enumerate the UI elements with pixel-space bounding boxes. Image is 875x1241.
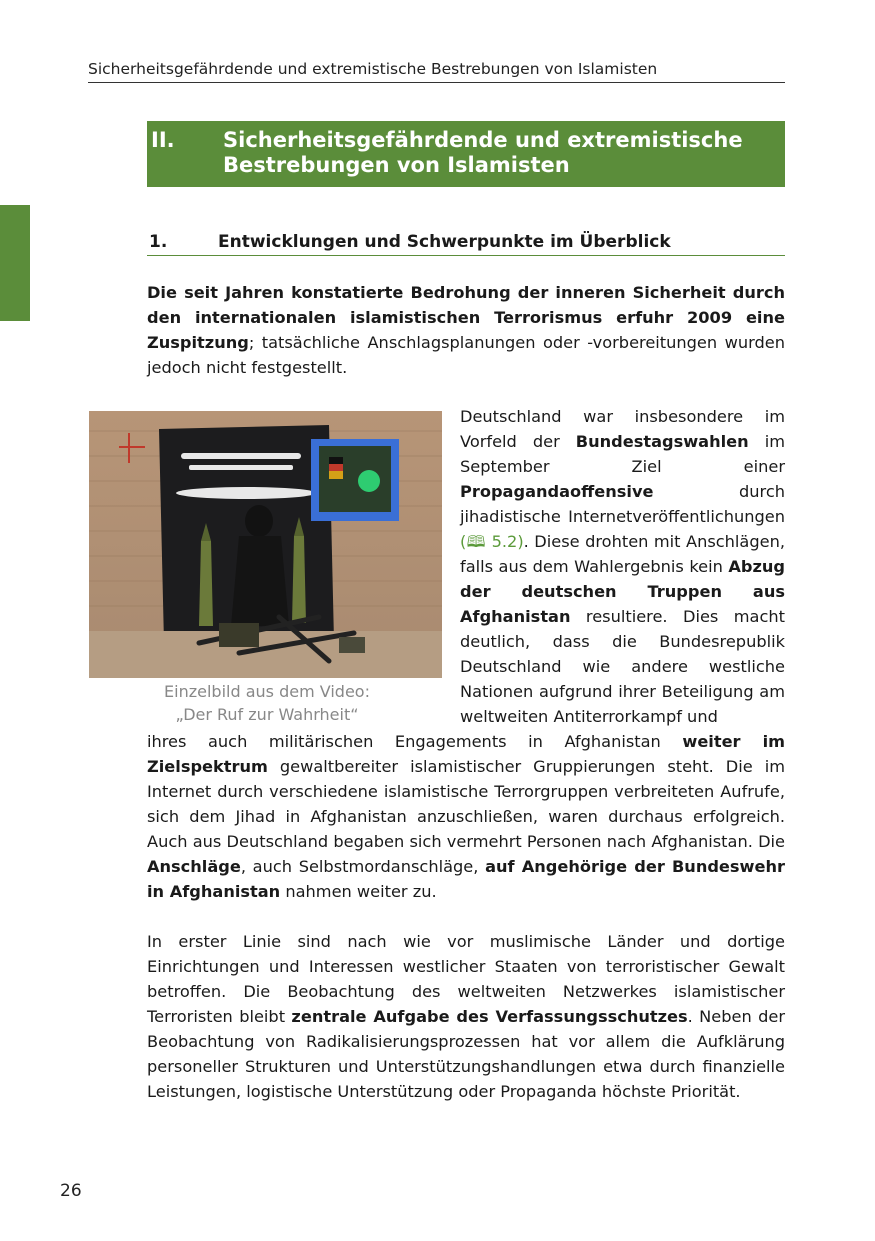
running-header — [88, 58, 785, 83]
para2-text-2: . Neben der Beobachtung von Radikalisierungsprozessen hat vor allem die Aufklärung personeller Strukturen und Unterstützungshandlungen etwa durch finanzielle Leistungen, logistische Unterstützung oder Propaganda höchste Priorität. — [147, 1007, 785, 1101]
para2-bold-1: zentrale Aufgabe des Verfassungsschutzes — [291, 1007, 688, 1026]
intro-paragraph — [147, 280, 785, 380]
chapter-title-line2: Bestrebungen von Islamisten — [223, 153, 570, 177]
continuation-paragraph — [147, 729, 785, 904]
chapter-side-tab — [0, 205, 30, 321]
side-bold-1: Bundestagswahlen — [575, 432, 749, 451]
section-heading — [147, 231, 785, 256]
intro-bold-text: Die seit Jahren konstatierte Bedrohung der inneren Sicherheit durch den internationalen islamistischen Terrorismus erfuhr 2009 eine Zuspitzung — [147, 283, 785, 352]
page-number: 26 — [60, 1181, 82, 1201]
cont-text-4: nahmen weiter zu. — [280, 882, 437, 901]
running-header-title: Sicherheitsgefährdende und extremistische Bestrebungen von Islamisten — [88, 60, 658, 78]
side-text-4: . Diese drohten mit Anschlägen, falls aus dem Wahlergebnis kein — [460, 532, 785, 576]
cont-bold-3: auf Angehörige der Bundeswehr in Afghanistan — [147, 857, 785, 901]
figure-caption — [140, 680, 394, 726]
cont-text-3: , auch Selbstmordanschläge, — [240, 857, 486, 876]
side-bold-2: Propagandaoffensive — [460, 482, 654, 501]
figure-caption-line2: „Der Ruf zur Wahrheit“ — [175, 705, 359, 724]
section-title: Entwicklungen und Schwerpunkte im Überblick — [218, 232, 671, 252]
section-number: 1. — [149, 232, 168, 252]
cross-reference-link[interactable]: (🕮 5.2) — [460, 532, 524, 551]
cont-bold-2: Anschläge — [147, 857, 241, 876]
para2-text-1: In erster Linie sind nach wie vor muslimische Länder und dortige Einrichtungen und Interessen westlicher Staaten von terroristischer Gewalt betroffen. Die Beobachtung des weltweiten Netzwerkes islamistischer Terroristen bleibt — [147, 932, 785, 1026]
intro-text: ; tatsächliche Anschlagsplanungen oder -vorbereitungen wurden jedoch nicht festgestellt. — [147, 333, 785, 377]
chapter-title-line1: Sicherheitsgefährdende und extremistische — [223, 128, 743, 152]
cont-text-1: ihres auch militärischen Engagements in Afghanistan — [147, 732, 683, 751]
side-text-5: resultiere. Dies macht deutlich, dass die Bundesrepublik Deutschland wie andere westliche Nationen aufgrund ihrer Beteiligung am weltweiten Antiterrorkampf und — [460, 607, 785, 726]
side-text-3: durch jihadistische Internetveröffentlichungen — [460, 482, 785, 526]
video-still-illustration — [89, 411, 442, 678]
side-paragraph — [460, 404, 785, 729]
chapter-number: II. — [151, 128, 175, 152]
side-bold-3: Abzug der deutschen Truppen aus Afghanistan — [460, 557, 785, 626]
cont-bold-1: weiter im Zielspektrum — [147, 732, 785, 776]
figure-caption-line1: Einzelbild aus dem Video: — [164, 682, 370, 701]
second-paragraph — [147, 929, 785, 1104]
video-still-image — [89, 411, 442, 678]
side-text-2: im September Ziel einer — [460, 432, 785, 476]
chapter-title — [223, 128, 773, 178]
chapter-heading — [147, 121, 785, 187]
cont-text-2: gewaltbereiter islamistischer Gruppierungen steht. Die im Internet durch verschiedene islamistische Terrorgruppen verbreiteten Aufrufe, sich dem Jihad in Afghanistan anzuschließen, waren durchaus erfolgreich. Auch aus Deutschland begaben sich vermehrt Personen nach Afghanistan. Die — [147, 757, 785, 851]
side-text-1: Deutschland war insbesondere im Vorfeld der — [460, 407, 785, 451]
